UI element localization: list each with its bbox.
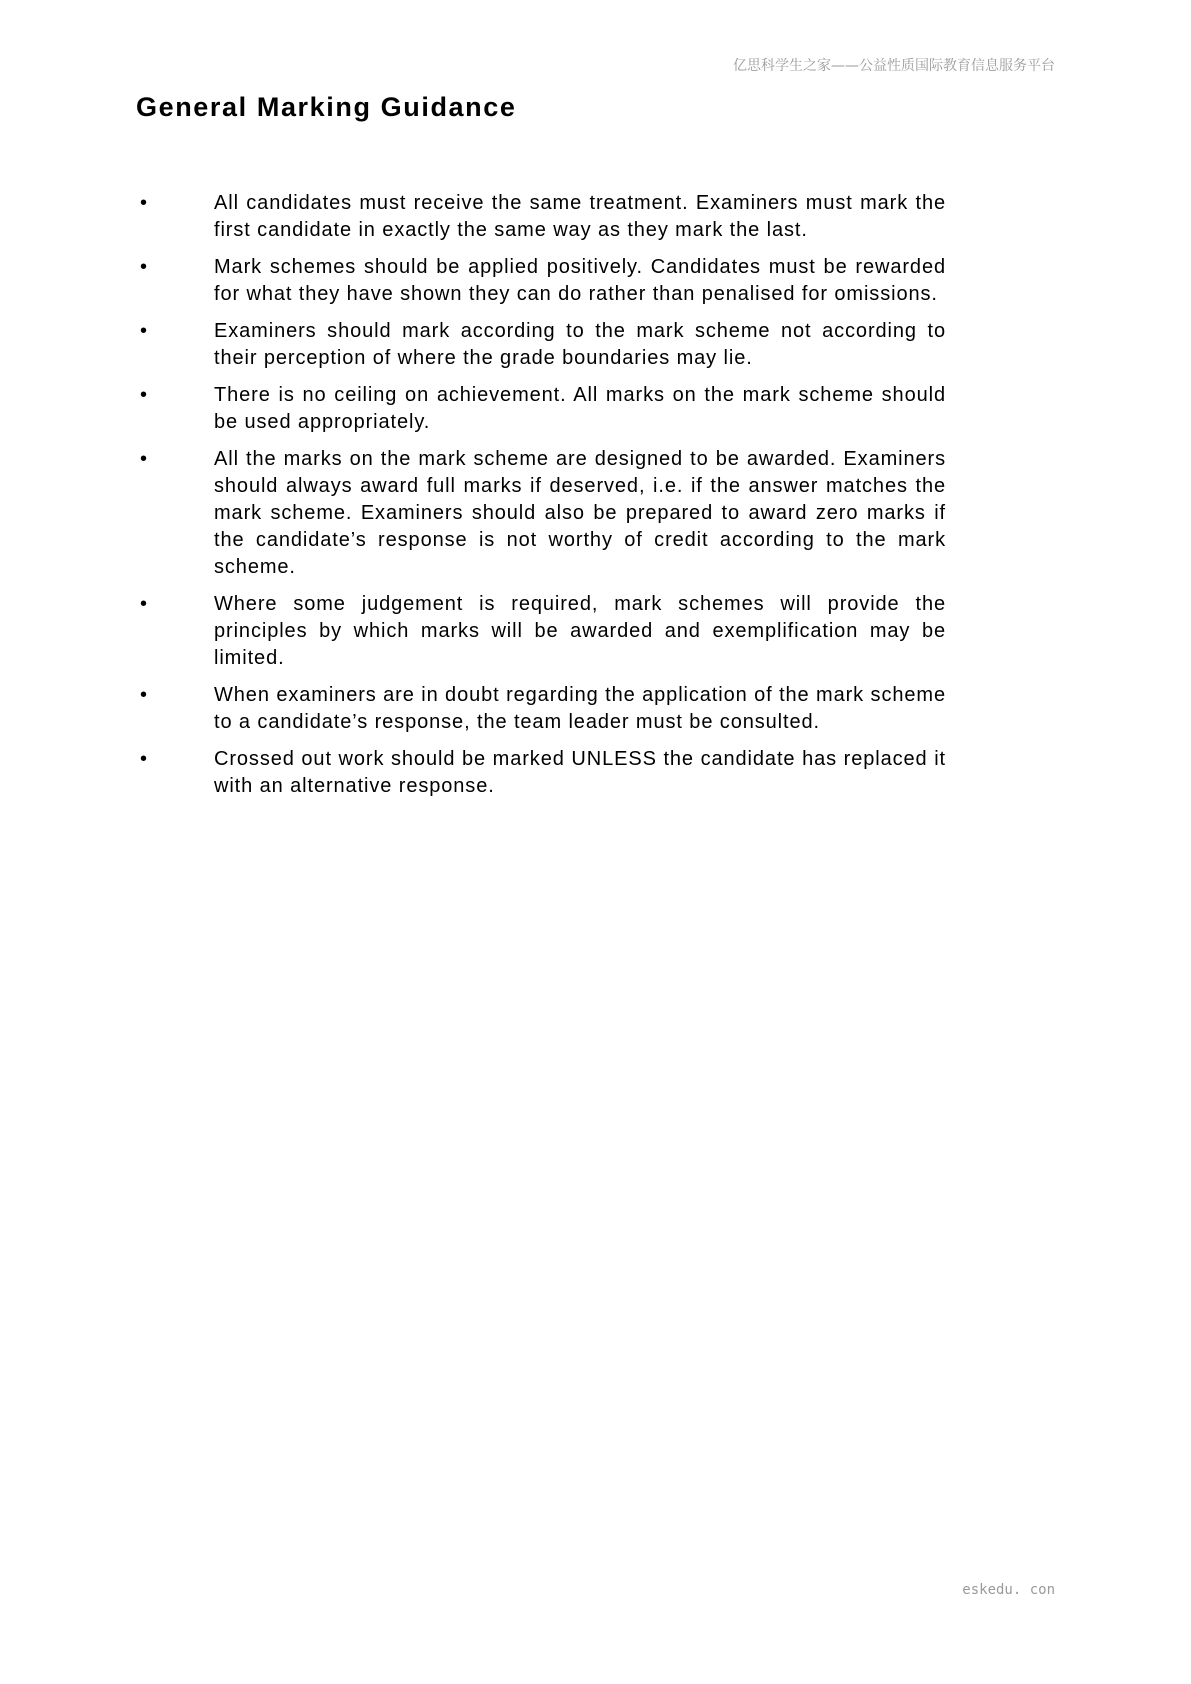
list-item — [136, 318, 946, 372]
list-item — [136, 591, 946, 672]
list-item — [136, 682, 946, 736]
bullet-icon: • — [140, 593, 148, 615]
list-item-text: All the marks on the mark scheme are designed to be awarded. Examiners should always award full marks if deserved, i.e. if the answer matches the mark scheme. Examiners should also be prepared to award zero marks if the candidate’s response is not worthy of credit according to the mark scheme. — [214, 448, 946, 578]
page-title: General Marking Guidance — [136, 92, 517, 122]
guidance-list — [136, 190, 946, 810]
list-item — [136, 190, 946, 244]
list-item-text: Crossed out work should be marked UNLESS the candidate has replaced it with an alternative response. — [214, 748, 946, 797]
bullet-icon: • — [140, 192, 148, 214]
bullet-icon: • — [140, 256, 148, 278]
list-item — [136, 382, 946, 436]
list-item-text: Mark schemes should be applied positively. Candidates must be rewarded for what they have shown they can do rather than penalised for omissions. — [214, 256, 946, 305]
bullet-icon: • — [140, 448, 148, 470]
bullet-icon: • — [140, 384, 148, 406]
list-item-text: Where some judgement is required, mark schemes will provide the principles by which marks will be awarded and exemplification may be limited. — [214, 593, 946, 669]
bullet-icon: • — [140, 320, 148, 342]
bullet-icon: • — [140, 684, 148, 706]
bullet-icon: • — [140, 748, 148, 770]
list-item — [136, 446, 946, 581]
list-item-text: Examiners should mark according to the mark scheme not according to their perception of where the grade boundaries may lie. — [214, 320, 946, 369]
list-item — [136, 746, 946, 800]
list-item-text: There is no ceiling on achievement. All marks on the mark scheme should be used appropriately. — [214, 384, 946, 433]
footer-site: eskedu. con — [962, 1582, 1055, 1598]
list-item — [136, 254, 946, 308]
list-item-text: All candidates must receive the same treatment. Examiners must mark the first candidate in exactly the same way as they mark the last. — [214, 192, 946, 241]
header-watermark: 亿思科学生之家——公益性质国际教育信息服务平台 — [733, 58, 1055, 74]
list-item-text: When examiners are in doubt regarding the application of the mark scheme to a candidate’s response, the team leader must be consulted. — [214, 684, 946, 733]
